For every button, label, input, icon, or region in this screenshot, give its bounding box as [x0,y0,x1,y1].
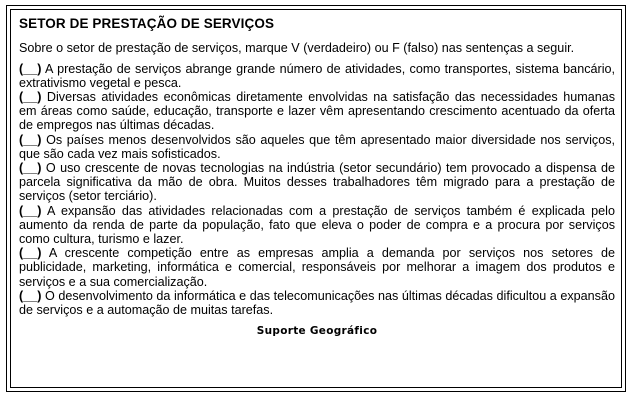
answer-blank-1[interactable]: (__) [19,61,42,76]
statement-4-text: O uso crescente de novas tecnologias na indústria (setor secundário) tem provocado a dispensa de parcela significativa da mão de obra. Muitos desses trabalhadores têm migrado para a prestação de serviços (setor terciário). [19,160,615,204]
statement-1-text: A prestação de serviços abrange grande número de atividades, como transportes, sistema bancário, extrativismo vegetal e pesca. [19,61,615,90]
answer-blank-6[interactable]: (__) [19,246,42,261]
statement-5-text: A expansão das atividades relacionadas com a prestação de serviços também é explicada pelo aumento da renda de parte da população, fato que eleva o poder de compra e a procura por serviços como cultura, turismo e lazer. [19,203,615,246]
statement-2-text: Diversas atividades econômicas diretamente envolvidas na satisfação das necessidades humanas em áreas como saúde, educação, transporte e lazer vêm apresentando crescimento acentuado da oferta de empregos nas últimas décadas. [19,89,616,133]
statement-7-text: O desenvolvimento da informática e das telecomunicações nas últimas décadas dificultou a expansão de serviços e a automação de muitas tarefas. [19,288,615,317]
statement-6 [19,246,615,289]
answer-blank-2[interactable]: (__) [19,89,42,104]
statement-4 [19,161,615,204]
statement-1 [19,62,615,90]
answer-blank-4[interactable]: (__) [19,160,42,175]
statement-3 [19,133,615,161]
statement-3-text: Os países menos desenvolvidos são aqueles que têm apresentado maior diversidade nos serviços, que são cada vez mais sofisticados. [19,132,615,161]
answer-blank-7[interactable]: (__) [19,288,42,303]
statement-6-text: A crescente competição entre as empresas amplia a demanda por serviços nos setores de publicidade, marketing, informática e comercial, responsáveis por melhorar a imagem dos produtos e serviços e a sua comercialização. [19,246,615,289]
outer-frame [6,5,626,392]
exercise-box [10,9,622,388]
statement-5 [19,204,615,247]
statement-2 [19,90,615,133]
answer-blank-5[interactable]: (__) [19,203,42,218]
source-credit: Suporte Geográfico [256,325,378,338]
statement-7 [19,289,615,317]
instructions-text: Sobre o setor de prestação de serviços, marque V (verdadeiro) ou F (falso) nas sentenças a seguir. [19,41,575,55]
answer-blank-3[interactable]: (__) [19,132,42,147]
exercise-title: SETOR DE PRESTAÇÃO DE SERVIÇOS [19,16,275,31]
